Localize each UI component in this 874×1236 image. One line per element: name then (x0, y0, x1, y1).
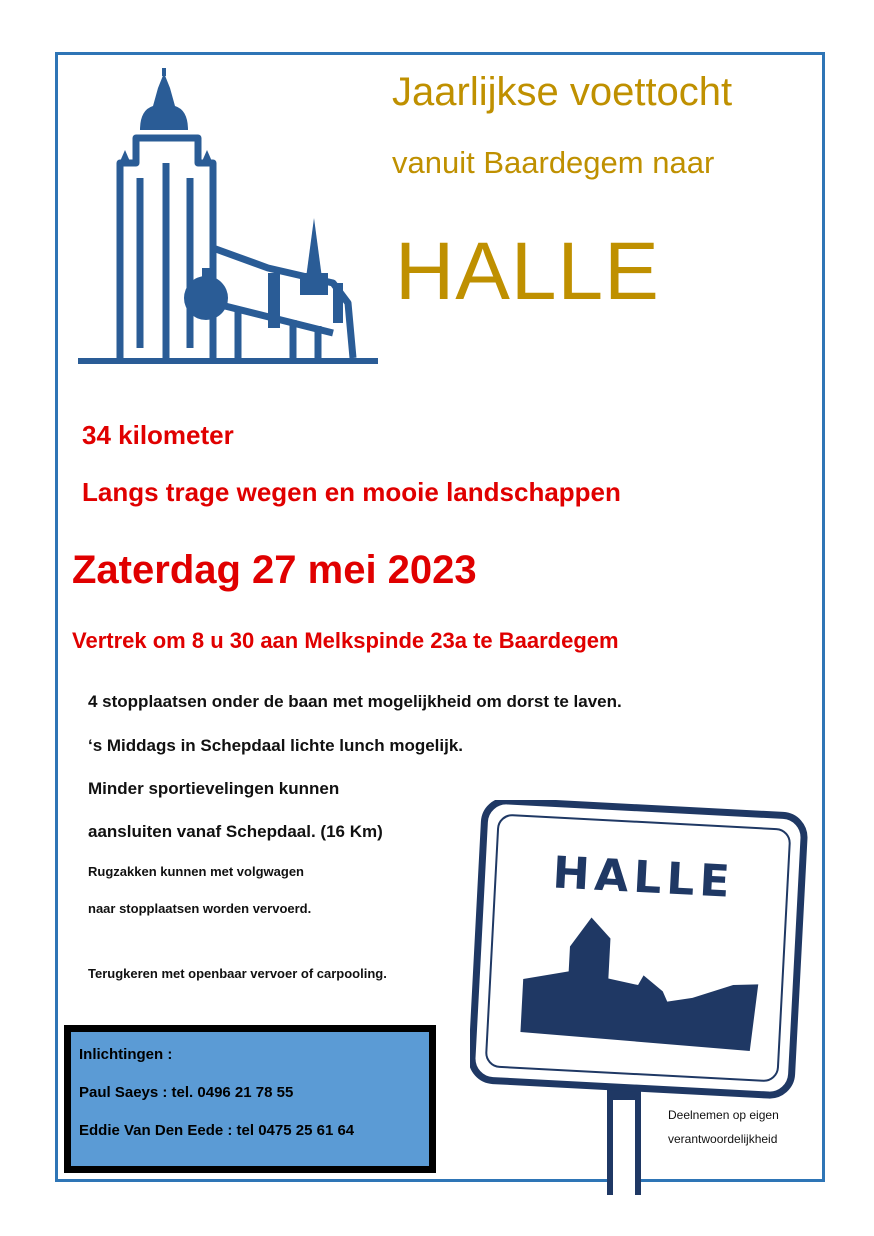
contact-person-2: Eddie Van Den Eede : tel 0475 25 61 64 (79, 1122, 355, 1139)
contact-heading: Inlichtingen : (79, 1046, 173, 1063)
departure-text: Vertrek om 8 u 30 aan Melkspinde 23a te Baardegem (72, 628, 619, 653)
contact-box (64, 1025, 436, 1173)
disclaimer-line-1: Deelnemen op eigen (668, 1108, 779, 1122)
info-line: 4 stopplaatsen onder de baan met mogelijkheid om dorst te laven. (88, 692, 622, 711)
distance-text: 34 kilometer (82, 420, 234, 450)
disclaimer-line-2: verantwoordelijkheid (668, 1132, 778, 1146)
church-illustration (78, 68, 378, 368)
info-line: Minder sportievelingen kunnen (88, 779, 340, 798)
contact-person-1: Paul Saeys : tel. 0496 21 78 55 (79, 1084, 294, 1101)
small-info-line: naar stopplaatsen worden vervoerd. (88, 901, 312, 916)
title-line-2: vanuit Baardegem naar (392, 145, 715, 180)
info-line: ‘s Middags in Schepdaal lichte lunch mogelijk. (88, 736, 464, 755)
title-line-1: Jaarlijkse voettocht (392, 70, 733, 114)
small-info-line: Terugkeren met openbaar vervoer of carpooling. (88, 966, 387, 981)
sign-text: HALLE (551, 847, 736, 908)
small-info-line: Rugzakken kunnen met volgwagen (88, 864, 304, 879)
event-date: Zaterdag 27 mei 2023 (72, 548, 477, 592)
title-destination: HALLE (395, 226, 660, 317)
info-line: aansluiten vanaf Schepdaal. (16 Km) (88, 822, 383, 841)
route-text: Langs trage wegen en mooie landschappen (82, 477, 621, 507)
